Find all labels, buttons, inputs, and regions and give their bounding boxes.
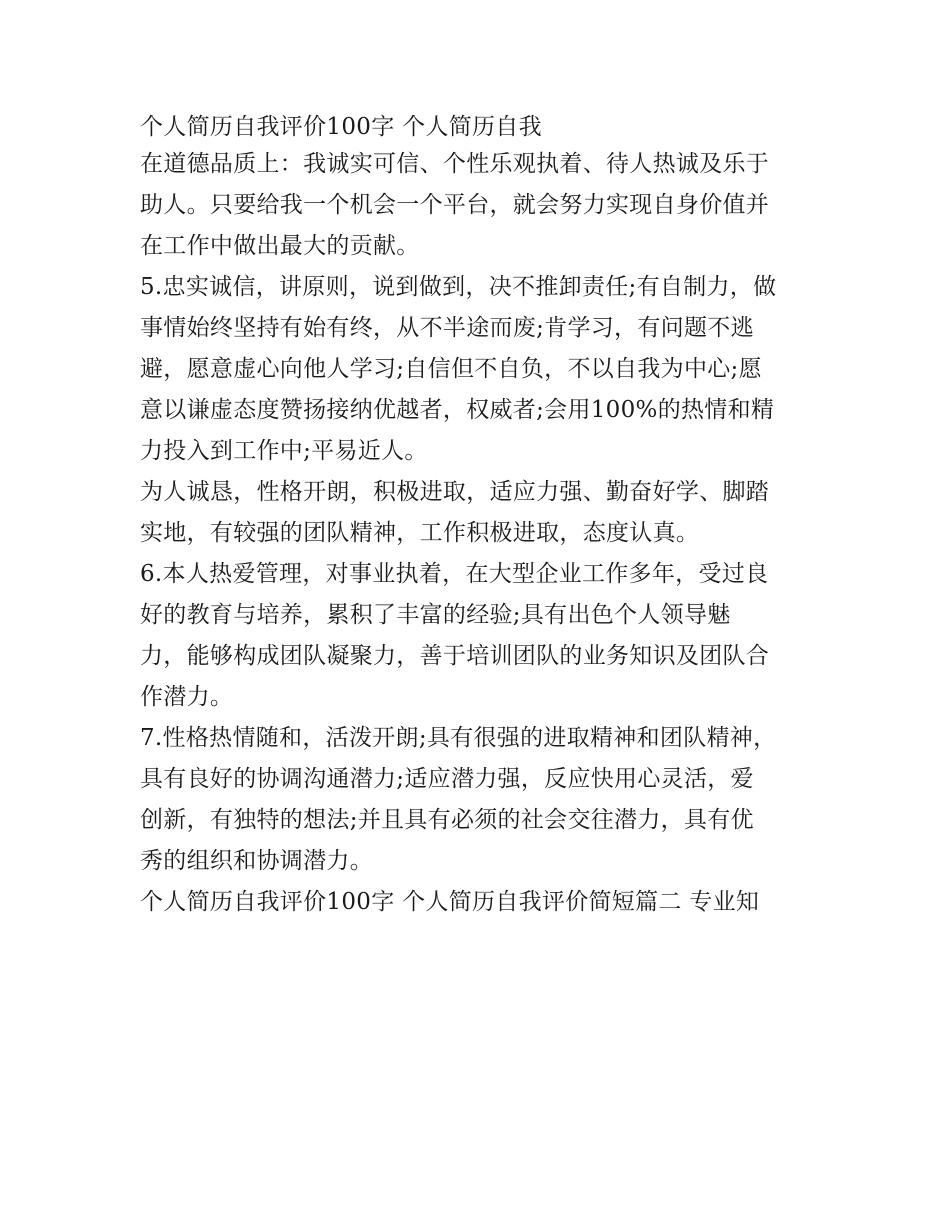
paragraph-item6-line-4: 作潜力。 — [140, 684, 234, 710]
paragraph-item6-line-3: 力，能够构成团队凝聚力，善于培训团队的业务知识及团队合 — [140, 643, 770, 669]
paragraph-moral-line-3: 在工作中做出最大的贡献。 — [140, 233, 420, 259]
paragraph-item5-line-4: 意以谦虚态度赞扬接纳优越者，权威者;会用100%的热情和精 — [140, 397, 775, 423]
document-body — [140, 110, 820, 923]
paragraph-personality-line-1: 为人诚恳，性格开朗，积极进取，适应力强、勤奋好学、脚踏 — [140, 479, 770, 505]
document-title: 个人简历自我评价100字 个人简历自我 — [140, 114, 542, 140]
paragraph-item5-line-5: 力投入到工作中;平易近人。 — [140, 438, 428, 464]
paragraph-item7-line-4: 秀的组织和协调潜力。 — [140, 848, 373, 874]
section-heading-part-two: 个人简历自我评价100字 个人简历自我评价简短篇二 专业知 — [140, 889, 760, 915]
paragraph-item6-line-2: 好的教育与培养，累积了丰富的经验;具有出色个人领导魅 — [140, 602, 731, 628]
paragraph-item6-line-1: 6.本人热爱管理，对事业执着，在大型企业工作多年，受过良 — [140, 561, 769, 587]
paragraph-item7-line-3: 创新，有独特的想法;并且具有必须的社会交往潜力，具有优 — [140, 807, 754, 833]
paragraph-item7-line-1: 7.性格热情随和，活泼开朗;具有很强的进取精神和团队精神， — [140, 725, 777, 751]
paragraph-personality-line-2: 实地，有较强的团队精神，工作积极进取，态度认真。 — [140, 520, 700, 546]
paragraph-moral-line-1: 在道德品质上：我诚实可信、个性乐观执着、待人热诚及乐于 — [140, 151, 770, 177]
paragraph-item5-line-3: 避，愿意虚心向他人学习;自信但不自负，不以自我为中心;愿 — [140, 356, 762, 382]
paragraph-item5-line-1: 5.忠实诚信，讲原则，说到做到，决不推卸责任;有自制力，做 — [140, 274, 777, 300]
paragraph-item5-line-2: 事情始终坚持有始有终，从不半途而废;肯学习，有问题不逃 — [140, 315, 754, 341]
paragraph-item7-line-2: 具有良好的协调沟通潜力;适应潜力强，反应快用心灵活，爱 — [140, 766, 754, 792]
paragraph-moral-line-2: 助人。只要给我一个机会一个平台，就会努力实现自身价值并 — [140, 192, 770, 218]
